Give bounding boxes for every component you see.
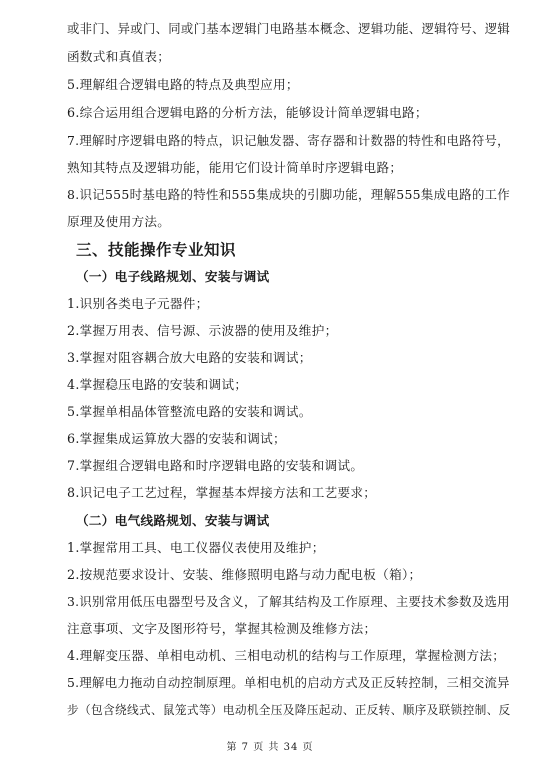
paragraph-line: 原理及使用方法。: [67, 214, 171, 229]
paragraph-line: 注意事项、文字及图形符号，掌握其检测及维修方法；: [67, 621, 377, 636]
list-item: 5.掌握单相晶体管整流电路的安装和调试。: [67, 404, 312, 419]
paragraph-line: 熟知其特点及逻辑功能，能用它们设计简单时序逻辑电路；: [67, 160, 403, 175]
list-item: 6.综合运用组合逻辑电路的分析方法，能够设计简单逻辑电路；: [67, 105, 428, 120]
list-item: 1.掌握常用工具、电工仪器仪表使用及维护；: [67, 540, 325, 555]
list-item: 5.理解组合逻辑电路的特点及典型应用；: [67, 77, 299, 92]
list-item: 4.掌握稳压电路的安装和调试；: [67, 377, 248, 392]
page-number-footer: 第 7 页 共 34 页: [226, 742, 314, 753]
list-item: 3.掌握对阻容耦合放大电路的安装和调试；: [67, 350, 312, 365]
subsection-heading: （二）电气线路规划、安装与调试: [76, 513, 270, 528]
list-item: 7.理解时序逻辑电路的特点，识记触发器、寄存器和计数器的特性和电路符号，: [67, 134, 510, 148]
list-item: 2.掌握万用表、信号源、示波器的使用及维护；: [67, 323, 338, 338]
list-item: 8.识记电子工艺过程，掌握基本焊接方法和工艺要求；: [67, 485, 377, 500]
list-item: 8.识记555时基电路的特性和555集成块的引脚功能，理解555集成电路的工作: [67, 187, 511, 202]
paragraph-line: 步（包含绕线式、鼠笼式等）电动机全压及降压起动、正反转、顺序及联锁控制、反: [67, 703, 511, 717]
list-item: 3.识别常用低压电器型号及含义，了解其结构及工作原理、主要技术参数及选用: [67, 595, 510, 609]
paragraph-line: 或非门、异或门、同或门基本逻辑门电路基本概念、逻辑功能、逻辑符号、逻辑: [67, 22, 511, 36]
section-heading: 三、技能操作专业知识: [76, 241, 237, 259]
list-item: 5.理解电力拖动自动控制原理。单相电机的启动方式及正反转控制，三相交流异: [67, 676, 510, 690]
subsection-heading: （一）电子线路规划、安装与调试: [76, 269, 270, 284]
list-item: 4.理解变压器、单相电动机、三相电动机的结构与工作原理，掌握检测方法；: [67, 648, 506, 663]
list-item: 7.掌握组合逻辑电路和时序逻辑电路的安装和调试。: [67, 458, 364, 473]
list-item: 2.按规范要求设计、安装、维修照明电路与动力配电板（箱）；: [67, 567, 422, 582]
list-item: 1.识别各类电子元器件；: [67, 296, 209, 311]
list-item: 6.掌握集成运算放大器的安装和调试；: [67, 431, 286, 446]
paragraph-line: 函数式和真值表；: [67, 49, 171, 64]
